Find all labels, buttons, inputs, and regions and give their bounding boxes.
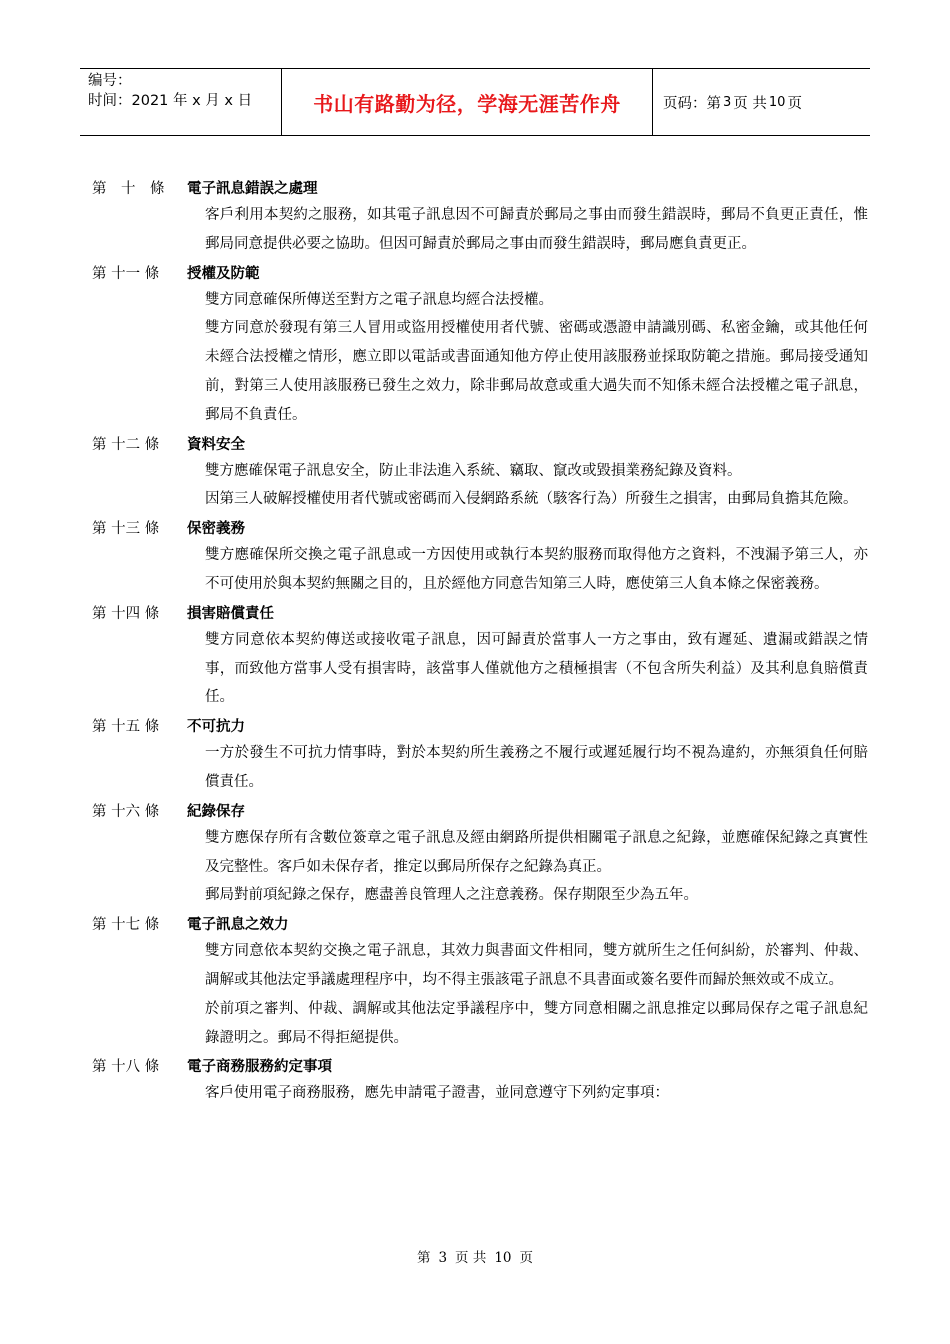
page-prefix: 页码：第: [663, 95, 721, 112]
article-number: 第 十七 條: [92, 917, 160, 934]
article-paragraph: 一方於發生不可抗力情事時，對於本契約所生義務之不履行或遲延履行均不視為違約，亦無須負任何賠償責任。: [205, 745, 868, 790]
article-heading: [92, 797, 868, 824]
article-heading: [92, 712, 868, 739]
article-title: 授權及防範: [187, 265, 260, 282]
page-suffix: 页: [787, 95, 802, 112]
article-heading: [92, 514, 868, 541]
article-title: 紀錄保存: [187, 803, 245, 820]
document-number-label: 编号：: [88, 73, 132, 89]
header-meta: [80, 69, 282, 135]
article: [92, 1052, 868, 1108]
article-number: 第 十六 條: [92, 803, 160, 820]
header-motto: 书山有路勤为径，学海无涯苦作舟: [313, 91, 621, 116]
footer-mid: 页 共: [455, 1250, 487, 1266]
article-number: 第 十 條: [92, 181, 165, 197]
article-number: 第 十一 條: [92, 265, 160, 282]
footer-suffix: 页: [519, 1250, 534, 1266]
article-title: 電子訊息之效力: [187, 917, 289, 934]
article-paragraph: 郵局對前項紀錄之保存，應盡善良管理人之注意義務。保存期限至少為五年。: [205, 887, 698, 904]
article-paragraph: 因第三人破解授權使用者代號或密碼而入侵網路系統（駭客行為）所發生之損害，由郵局負擔其危險。: [205, 491, 858, 508]
article: [92, 174, 868, 259]
article: [92, 259, 868, 430]
article-number: 第 十八 條: [92, 1059, 160, 1076]
article: [92, 910, 868, 1052]
article-paragraph: 雙方應確保所交換之電子訊息或一方因使用或執行本契約服務而取得他方之資料，不洩漏予第三人，亦不可使用於與本契約無關之目的，且於經他方同意告知第三人時，應使第三人負本條之保密義務。: [205, 547, 868, 592]
article-heading: [92, 1052, 868, 1079]
article-title: 損害賠償責任: [187, 605, 274, 622]
page-mid: 页 共: [733, 95, 767, 112]
article-paragraph: 雙方應確保電子訊息安全，防止非法進入系統、竊取、竄改或毀損業務紀錄及資料。: [205, 462, 742, 479]
article-paragraph: 雙方同意依本契約交換之電子訊息，其效力與書面文件相同，雙方就所生之任何糾紛，於審判、仲裁、調解或其他法定爭議處理程序中，均不得主張該電子訊息不具書面或簽名要件而歸於無效或不成立。: [205, 943, 868, 988]
document-date-label: 时间：2021 年 x 月 x 日: [88, 93, 253, 109]
footer-total: 10: [494, 1250, 512, 1266]
article-paragraph: 客戶使用電子商務服務，應先申請電子證書，並同意遵守下列約定事項：: [205, 1085, 669, 1102]
article-title: 不可抗力: [187, 719, 245, 736]
article-number: 第 十三 條: [92, 521, 160, 538]
article-paragraph: 於前項之審判、仲裁、調解或其他法定爭議程序中，雙方同意相關之訊息推定以郵局保存之電子訊息紀錄證明之。郵局不得拒絕提供。: [205, 1000, 868, 1046]
header-page-number: [653, 69, 870, 135]
article-title: 資料安全: [187, 436, 245, 453]
article-paragraph: 雙方同意於發現有第三人冒用或盜用授權使用者代號、密碼或憑證申請識別碼、私密金鑰，或其他任何未經合法授權之情形，應立即以電話或書面通知他方停止使用該服務並採取防範之措施。郵局接受通知前，對第三人使用該服務已發生之效力，除非郵局故意或重大過失而不知係未經合法授權之電子訊息，郵局不負責任。: [205, 320, 868, 423]
article-title: 電子訊息錯誤之處理: [187, 181, 318, 197]
article: [92, 599, 868, 712]
page-current: 3: [723, 94, 732, 110]
article-number: 第 十五 條: [92, 719, 160, 736]
footer-prefix: 第: [416, 1250, 431, 1266]
page-footer: [0, 1246, 950, 1266]
article-paragraph: 雙方同意依本契約傳送或接收電子訊息，因可歸責於當事人一方之事由，致有遲延、遺漏或錯誤之情事，而致他方當事人受有損害時，該當事人僅就他方之積極損害（不包含所失利益）及其利息負賠償責任。: [205, 631, 868, 706]
article-number: 第 十二 條: [92, 436, 160, 453]
article-title: 電子商務服務約定事項: [187, 1059, 332, 1076]
article: [92, 514, 868, 599]
article-list: [92, 174, 868, 1108]
article-heading: [92, 430, 868, 457]
footer-current: 3: [438, 1250, 448, 1266]
article-heading: [92, 259, 868, 286]
article-heading: [92, 174, 868, 201]
page-total: 10: [768, 94, 786, 110]
article: [92, 430, 868, 515]
article-paragraph: 客戶利用本契約之服務，如其電子訊息因不可歸責於郵局之事由而發生錯誤時，郵局不負更正責任，惟郵局同意提供必要之協助。但因可歸責於郵局之事由而發生錯誤時，郵局應負責更正。: [205, 207, 868, 252]
article-heading: [92, 910, 868, 937]
page-header: [80, 68, 870, 136]
article-paragraph: 雙方應保存所有含數位簽章之電子訊息及經由網路所提供相關電子訊息之紀錄，並應確保紀錄之真實性及完整性。客戶如未保存者，推定以郵局所保存之紀錄為真正。: [205, 829, 868, 875]
article-paragraph: 雙方同意確保所傳送至對方之電子訊息均經合法授權。: [205, 291, 553, 308]
article: [92, 797, 868, 910]
article: [92, 712, 868, 797]
article-title: 保密義務: [187, 521, 245, 538]
header-motto-cell: [282, 69, 653, 135]
article-number: 第 十四 條: [92, 605, 160, 622]
article-heading: [92, 599, 868, 626]
